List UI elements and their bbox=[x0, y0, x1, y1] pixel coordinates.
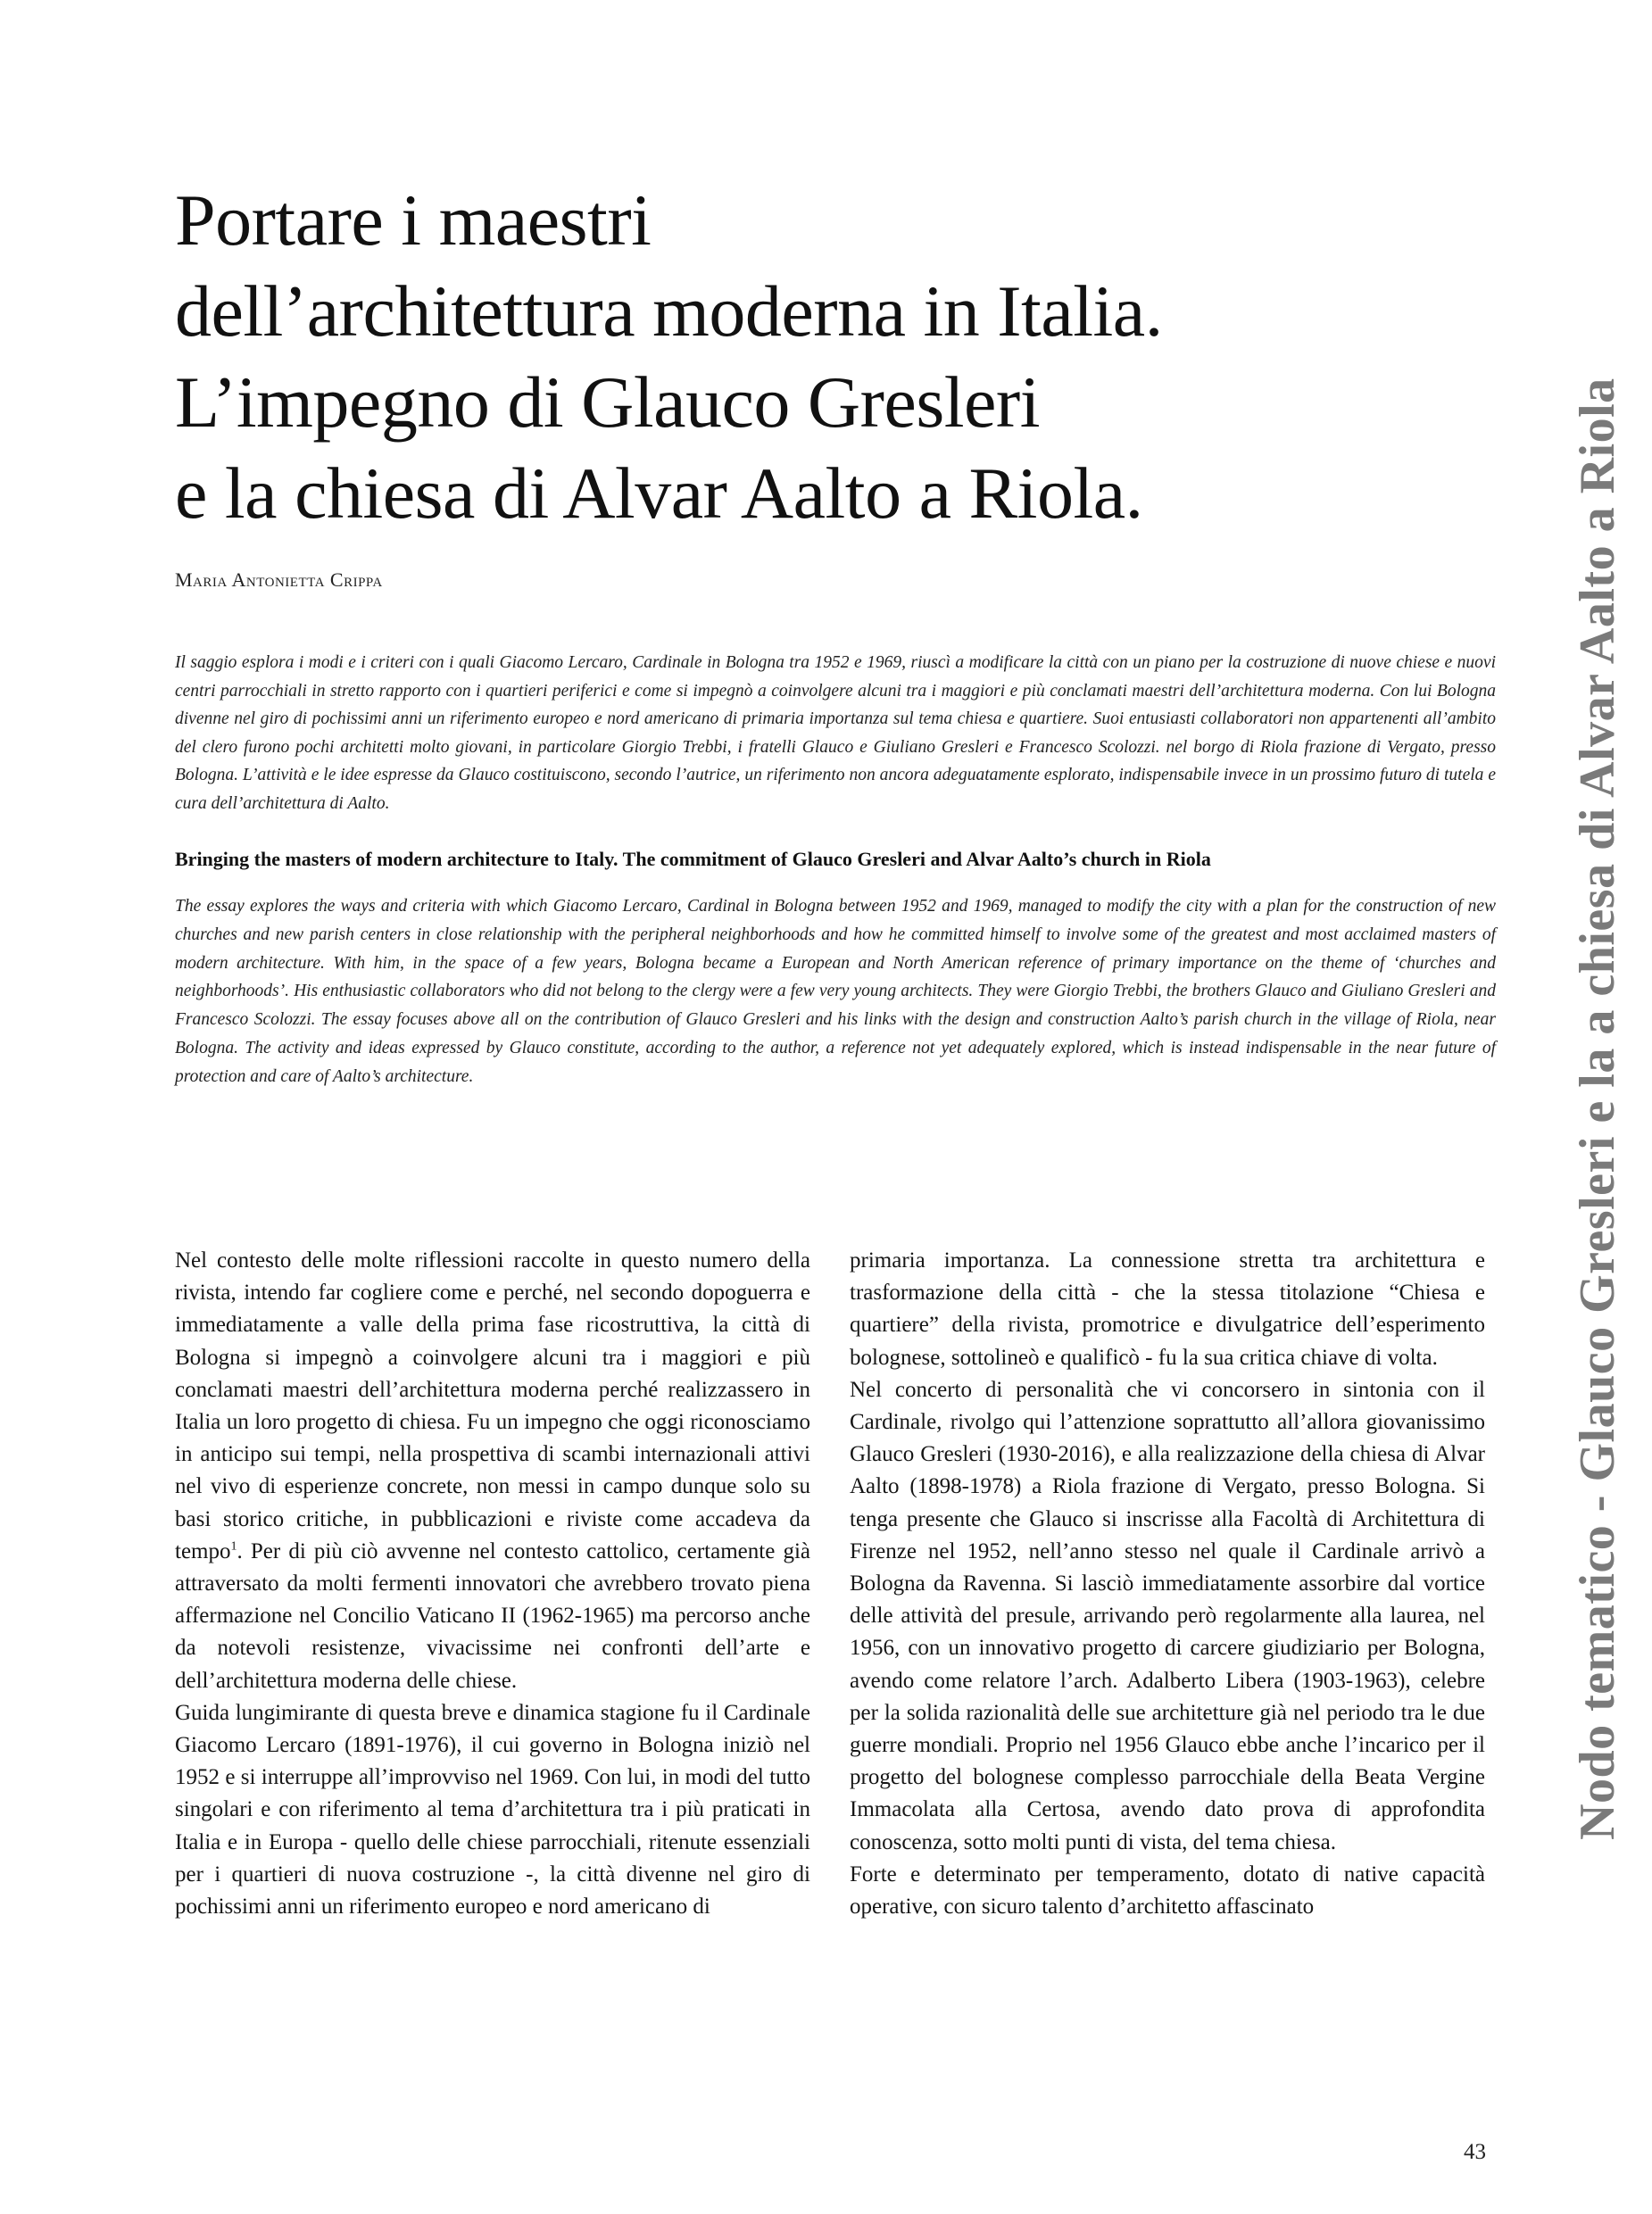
body-column-right bbox=[850, 1245, 1485, 1923]
title-line: Portare i maestri bbox=[175, 179, 652, 261]
article-title bbox=[175, 175, 1380, 539]
body-paragraph bbox=[175, 1245, 810, 1697]
running-head-text: Nodo tematico - Glauco Gresleri e la a chiesa di Alvar Aalto a Riola bbox=[1570, 377, 1625, 1840]
body-paragraph: Forte e determinato per temperamento, dotato di native capacità operative, con sicuro talento d’architetto affascinato bbox=[850, 1862, 1485, 1920]
vertical-running-head bbox=[1569, 207, 1626, 1840]
body-text: . Per di più ciò avvenne nel contesto cattolico, certamente già attraversato da molti fermenti innovatori che avrebbero trovato piena affermazione nel Concilio Vaticano II (1962-1965) ma percorso anche da notevoli resistenze, vivacissime nei confronti dell’arte e dell’architettura moderna delle chiese. bbox=[175, 1538, 810, 1693]
title-line: dell’architettura moderna in Italia. bbox=[175, 270, 1163, 352]
author-name: Maria Antonietta Crippa bbox=[175, 568, 383, 591]
body-paragraph: primaria importanza. La connessione stretta tra architettura e trasformazione della città - che la stessa titolazione “Chiesa e quartiere” della rivista, promotrice e divulgatrice dell’esperimento bolognese, sottolineò e qualificò - fu la sua critica chiave di volta. bbox=[850, 1248, 1485, 1370]
footnote-reference[interactable]: 1 bbox=[230, 1539, 237, 1554]
page-number: 43 bbox=[1464, 2140, 1486, 2164]
abstract-italian: Il saggio esplora i modi e i criteri con i quali Giacomo Lercaro, Cardinale in Bologna tra 1952 e 1969, riuscì a modificare la città con un piano per la costruzione di nuove chiese e nuovi centri parrocchiali in stretto rapporto con i quartieri periferici e come si impegnò a coinvolgere alcuni tra i maggiori e più conclamati maestri dell’architettura moderna. Con lui Bologna divenne nel giro di pochissimi anni un riferimento europeo e nord americano di primaria importanza sul tema chiesa e quartiere. Suoi entusiasti collaboratori non appartenenti all’ambito del clero furono pochi architetti molto giovani, in particolare Giorgio Trebbi, i fratelli Glauco e Giuliano Gresleri e Francesco Scolozzi. nel borgo di Riola frazione di Vergato, presso Bologna. L’attività e le idee espresse da Glauco costituiscono, secondo l’autrice, un riferimento non ancora adeguatamente esplorato, indispensabile invece in un prossimo futuro di tutela e cura dell’architettura di Aalto. bbox=[175, 653, 1496, 813]
title-line: e la chiesa di Alvar Aalto a Riola. bbox=[175, 452, 1143, 534]
title-line: L’impegno di Glauco Gresleri bbox=[175, 361, 1040, 443]
body-text: Nel contesto delle molte riflessioni raccolte in questo numero della rivista, intendo far cogliere come e perché, nel secondo dopoguerra e immediatamente a valle della prima fase ricostruttiva, la città di Bologna si impegnò a coinvolgere alcuni tra i maggiori e più conclamati maestri dell’architettura moderna perché realizzassero in Italia un loro progetto di chiesa. Fu un impegno che oggi riconosciamo in anticipo sui tempi, nella prospettiva di scambi internazionali attivi nel vivo di esperienze concrete, non messi in campo dunque solo su basi storico critiche, in pubblicazioni e riviste come accadeva da tempo bbox=[175, 1248, 810, 1563]
body-paragraph: Nel concerto di personalità che vi concorsero in sintonia con il Cardinale, rivolgo qui l’attenzione soprattutto all’allora giovanissimo Glauco Gresleri (1930-2016), e alla realizzazione della chiesa di Alvar Aalto (1898-1978) a Riola frazione di Vergato, presso Bologna. Si tenga presente che Glauco si inscrisse alla Facoltà di Architettura di Firenze nel 1952, nell’anno stesso nel quale il Cardinale arrivò a Bologna da Ravenna. Si lasciò immediatamente assorbire dal vortice delle attività del presule, arrivando però regolarmente alla laurea, nel 1956, con un innovativo progetto di carcere giudiziario per Bologna, avendo come relatore l’arch. Adalberto Libera (1903-1963), celebre per la solida razionalità delle sue architetture già nel periodo tra le due guerre mondiali. Proprio nel 1956 Glauco ebbe anche l’incarico per il progetto del bolognese complesso parrocchiale della Beata Vergine Immacolata alla Certosa, avendo dato prova di approfondita conoscenza, sotto molti punti di vista, del tema chiesa. bbox=[850, 1377, 1485, 1854]
abstract-english-title: Bringing the masters of modern architecture to Italy. The commitment of Glauco Gresleri and Alvar Aalto’s church in Riola bbox=[175, 848, 1211, 870]
body-paragraph: Guida lungimirante di questa breve e dinamica stagione fu il Cardinale Giacomo Lercaro (1891-1976), il cui governo in Bologna iniziò nel 1952 e si interruppe all’improvviso nel 1969. Con lui, in modi del tutto singolari e con riferimento al tema d’architettura tra i più praticati in Italia e in Europa - quello delle chiese parrocchiali, ritenute essenziali per i quartieri di nuova costruzione -, la città divenne nel giro di pochissimi anni un riferimento europeo e nord americano di bbox=[175, 1700, 810, 1920]
abstract-english: The essay explores the ways and criteria with which Giacomo Lercaro, Cardinal in Bologna between 1952 and 1969, managed to modify the city with a plan for the construction of new churches and new parish centers in close relationship with the peripheral neighborhoods and how he committed himself to involve some of the greatest and most acclaimed masters of modern architecture. With him, in the space of a few years, Bologna became a European and North American reference of primary importance on the theme of ‘churches and neighborhoods’. His enthusiastic collaborators who did not belong to the clergy were a few very young architects. They were Giorgio Trebbi, the brothers Glauco and Giuliano Gresleri and Francesco Scolozzi. The essay focuses above all on the contribution of Glauco Gresleri and his links with the design and construction Aalto’s parish church in the village of Riola, near Bologna. The activity and ideas expressed by Glauco constitute, according to the author, a reference not yet adequately explored, which is instead indispensable in the near future of protection and care of Aalto’s architecture. bbox=[175, 897, 1496, 1086]
body-column-left bbox=[175, 1245, 810, 1923]
